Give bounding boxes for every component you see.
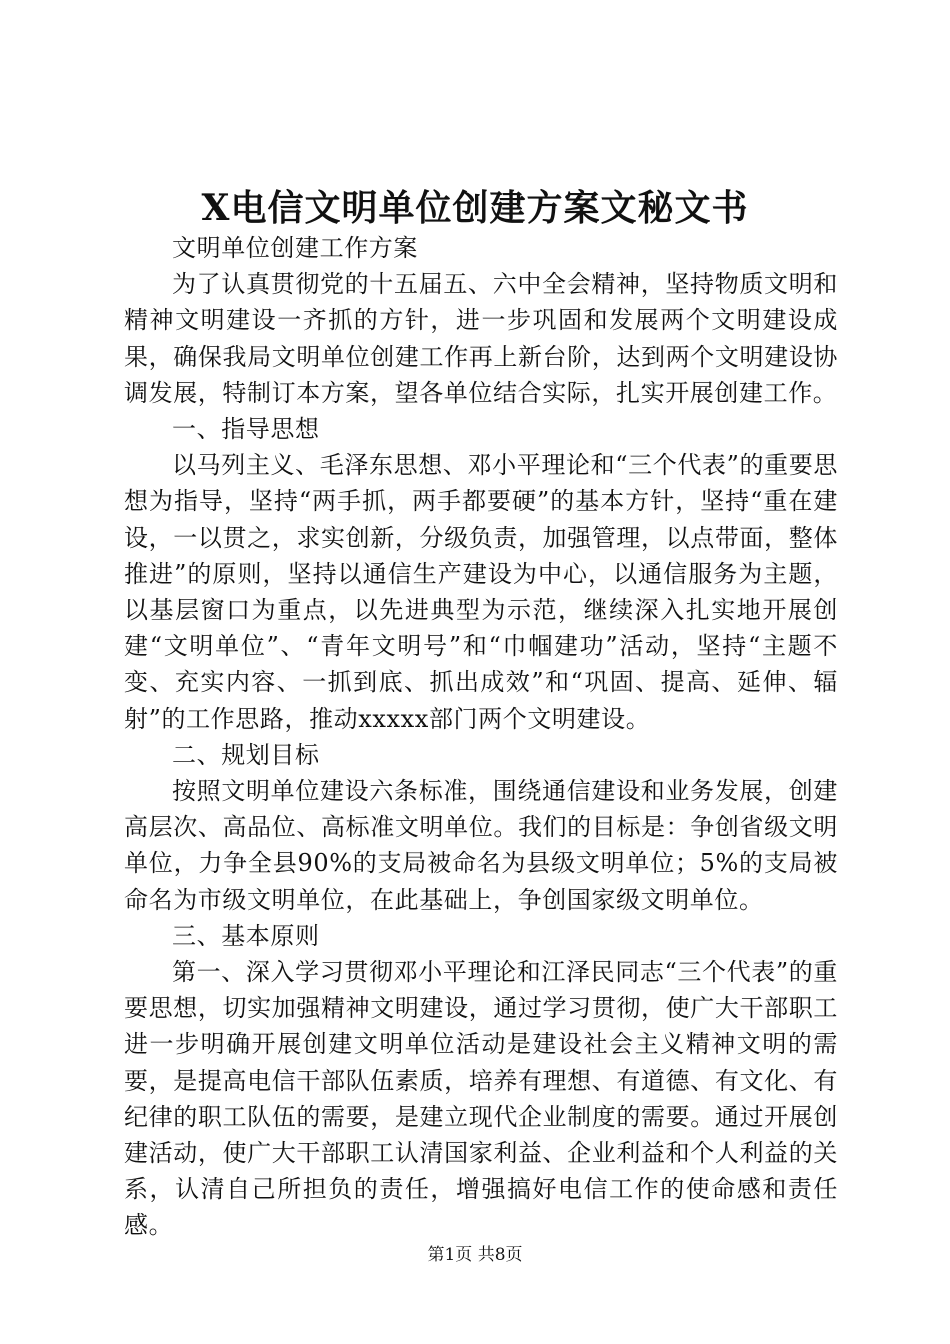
section-heading-planning-goals: 二、规划目标 <box>172 740 320 769</box>
page-number-footer: 第1页 共8页 <box>427 1245 523 1265</box>
planning-goals-paragraph: 按照文明单位建设六条标准，围绕通信建设和业务发展，创建高层次、高品位、高标准文明单位。我们的目标是：争创省级文明单位，力争全县90%的支局被命名为县级文明单位；5%的支局被命名为市级文明单位，在此基础上，争创国家级文明单位。 <box>124 777 838 914</box>
section-heading-basic-principles: 三、基本原则 <box>172 921 320 950</box>
plan-subtitle: 文明单位创建工作方案 <box>172 234 418 262</box>
intro-paragraph: 为了认真贯彻党的十五届五、六中全会精神，坚持物质文明和精神文明建设一齐抓的方针，进一步巩固和发展两个文明建设成果，确保我局文明单位创建工作再上新台阶，达到两个文明建设协调发展，特制订本方案，望各单位结合实际，扎实开展创建工作。 <box>124 270 838 407</box>
section-heading-guiding-ideology: 一、指导思想 <box>172 415 320 444</box>
document-body <box>124 230 838 1244</box>
guiding-ideology-paragraph: 以马列主义、毛泽东思想、邓小平理论和“三个代表”的重要思想为指导，坚持“两手抓，两手都要硬”的基本方针，坚持“重在建设，一以贯之，求实创新，分级负责，加强管理，以点带面，整体推进”的原则，坚持以通信生产建设为中心，以通信服务为主题，以基层窗口为重点，以先进典型为示范，继续深入扎实地开展创建“文明单位”、“青年文明号”和“巾帼建功”活动，坚持“主题不变、充实内容、一抓到底、抓出成效”和“巩固、提高、延伸、辐射”的工作思路，推动xxxxx部门两个文明建设。 <box>124 451 838 733</box>
basic-principles-paragraph: 第一、深入学习贯彻邓小平理论和江泽民同志“三个代表”的重要思想，切实加强精神文明建设，通过学习贯彻，使广大干部职工进一步明确开展创建文明单位活动是建设社会主义精神文明的需要，是提高电信干部队伍素质，培养有理想、有道德、有文化、有纪律的职工队伍的需要，是建立现代企业制度的需要。通过开展创建活动，使广大干部职工认清国家利益、企业利益和个人利益的关系，认清自己所担负的责任，增强搞好电信工作的使命感和责任感。 <box>124 958 838 1240</box>
document-title: X电信文明单位创建方案文秘文书 <box>201 187 749 229</box>
